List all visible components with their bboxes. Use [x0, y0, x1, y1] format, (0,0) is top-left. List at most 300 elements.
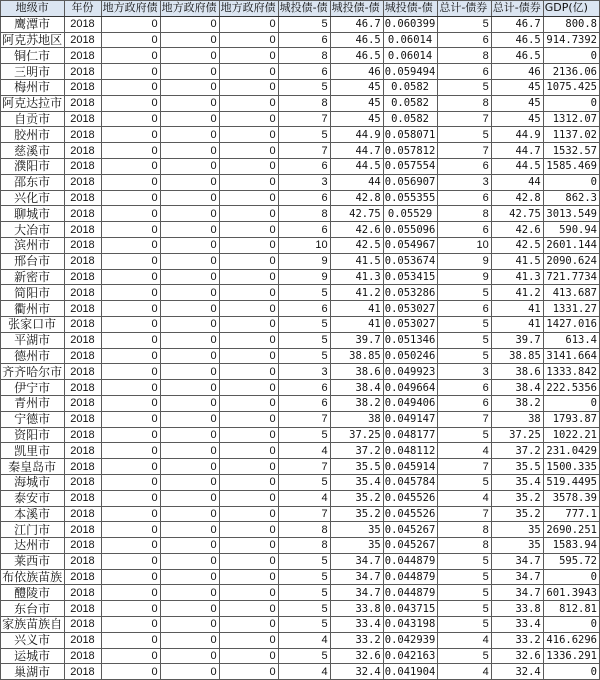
- gdp-cell[interactable]: 519.4495: [543, 474, 599, 490]
- lgfv-count-cell[interactable]: 5: [278, 601, 330, 617]
- total-amount-cell[interactable]: 45: [491, 111, 543, 127]
- city-cell[interactable]: 聊城市: [1, 206, 65, 222]
- gov-bond-cell-3[interactable]: 0: [219, 348, 278, 364]
- gdp-cell[interactable]: 800.8: [543, 16, 599, 32]
- lgfv-amount-cell[interactable]: 35.5: [330, 459, 383, 475]
- total-amount-cell[interactable]: 41.2: [491, 285, 543, 301]
- gov-bond-cell-1[interactable]: 0: [101, 601, 160, 617]
- lgfv-count-cell[interactable]: 8: [278, 95, 330, 111]
- city-cell[interactable]: 东台市: [1, 601, 65, 617]
- city-cell[interactable]: 自贡市: [1, 111, 65, 127]
- lgfv-share-cell[interactable]: 0.059494: [383, 64, 438, 80]
- total-amount-cell[interactable]: 37.2: [491, 443, 543, 459]
- gov-bond-cell-1[interactable]: 0: [101, 16, 160, 32]
- column-header-col-lgfv-count[interactable]: 城投债-债: [278, 1, 330, 17]
- total-count-cell[interactable]: 4: [438, 490, 491, 506]
- lgfv-amount-cell[interactable]: 44: [330, 174, 383, 190]
- gov-bond-cell-2[interactable]: 0: [160, 617, 219, 633]
- lgfv-share-cell[interactable]: 0.05529: [383, 206, 438, 222]
- gdp-cell[interactable]: 595.72: [543, 553, 599, 569]
- lgfv-count-cell[interactable]: 5: [278, 79, 330, 95]
- year-cell[interactable]: 2018: [65, 332, 101, 348]
- gov-bond-cell-1[interactable]: 0: [101, 285, 160, 301]
- gdp-cell[interactable]: 2090.624: [543, 253, 599, 269]
- gov-bond-cell-3[interactable]: 0: [219, 648, 278, 664]
- gdp-cell[interactable]: 1585.469: [543, 158, 599, 174]
- city-cell[interactable]: 慈溪市: [1, 143, 65, 159]
- lgfv-share-cell[interactable]: 0.055096: [383, 222, 438, 238]
- year-cell[interactable]: 2018: [65, 490, 101, 506]
- gov-bond-cell-2[interactable]: 0: [160, 316, 219, 332]
- year-cell[interactable]: 2018: [65, 632, 101, 648]
- total-amount-cell[interactable]: 39.7: [491, 332, 543, 348]
- gdp-cell[interactable]: 1312.07: [543, 111, 599, 127]
- gov-bond-cell-1[interactable]: 0: [101, 490, 160, 506]
- gov-bond-cell-3[interactable]: 0: [219, 395, 278, 411]
- lgfv-amount-cell[interactable]: 41.2: [330, 285, 383, 301]
- lgfv-count-cell[interactable]: 3: [278, 364, 330, 380]
- total-count-cell[interactable]: 6: [438, 32, 491, 48]
- gov-bond-cell-2[interactable]: 0: [160, 158, 219, 174]
- gov-bond-cell-3[interactable]: 0: [219, 411, 278, 427]
- lgfv-share-cell[interactable]: 0.053027: [383, 301, 438, 317]
- gov-bond-cell-3[interactable]: 0: [219, 48, 278, 64]
- gov-bond-cell-3[interactable]: 0: [219, 16, 278, 32]
- lgfv-amount-cell[interactable]: 34.7: [330, 553, 383, 569]
- city-cell[interactable]: 阿克苏地区: [1, 32, 65, 48]
- total-amount-cell[interactable]: 35.2: [491, 490, 543, 506]
- gdp-cell[interactable]: 3141.664: [543, 348, 599, 364]
- gov-bond-cell-1[interactable]: 0: [101, 269, 160, 285]
- lgfv-share-cell[interactable]: 0.049923: [383, 364, 438, 380]
- lgfv-count-cell[interactable]: 6: [278, 64, 330, 80]
- year-cell[interactable]: 2018: [65, 206, 101, 222]
- lgfv-count-cell[interactable]: 5: [278, 427, 330, 443]
- lgfv-amount-cell[interactable]: 46.5: [330, 48, 383, 64]
- city-cell[interactable]: 资阳市: [1, 427, 65, 443]
- year-cell[interactable]: 2018: [65, 143, 101, 159]
- gdp-cell[interactable]: 2601.144: [543, 237, 599, 253]
- gov-bond-cell-1[interactable]: 0: [101, 538, 160, 554]
- gov-bond-cell-2[interactable]: 0: [160, 522, 219, 538]
- lgfv-amount-cell[interactable]: 32.4: [330, 664, 383, 680]
- gov-bond-cell-3[interactable]: 0: [219, 459, 278, 475]
- total-count-cell[interactable]: 7: [438, 506, 491, 522]
- column-header-col-total-amount[interactable]: 总计-债券: [491, 1, 543, 17]
- year-cell[interactable]: 2018: [65, 617, 101, 633]
- year-cell[interactable]: 2018: [65, 111, 101, 127]
- gdp-cell[interactable]: 2136.06: [543, 64, 599, 80]
- city-cell[interactable]: 宁德市: [1, 411, 65, 427]
- gov-bond-cell-1[interactable]: 0: [101, 411, 160, 427]
- total-count-cell[interactable]: 8: [438, 522, 491, 538]
- city-cell[interactable]: 凯里市: [1, 443, 65, 459]
- gov-bond-cell-2[interactable]: 0: [160, 48, 219, 64]
- lgfv-amount-cell[interactable]: 33.2: [330, 632, 383, 648]
- lgfv-share-cell[interactable]: 0.049664: [383, 380, 438, 396]
- lgfv-share-cell[interactable]: 0.049406: [383, 395, 438, 411]
- gdp-cell[interactable]: 0: [543, 95, 599, 111]
- city-cell[interactable]: 秦皇岛市: [1, 459, 65, 475]
- total-amount-cell[interactable]: 46.5: [491, 32, 543, 48]
- total-amount-cell[interactable]: 42.75: [491, 206, 543, 222]
- total-count-cell[interactable]: 5: [438, 474, 491, 490]
- gov-bond-cell-2[interactable]: 0: [160, 585, 219, 601]
- city-cell[interactable]: 江门市: [1, 522, 65, 538]
- lgfv-count-cell[interactable]: 10: [278, 237, 330, 253]
- city-cell[interactable]: 莱西市: [1, 553, 65, 569]
- gov-bond-cell-2[interactable]: 0: [160, 474, 219, 490]
- gov-bond-cell-1[interactable]: 0: [101, 237, 160, 253]
- gov-bond-cell-2[interactable]: 0: [160, 111, 219, 127]
- gov-bond-cell-2[interactable]: 0: [160, 553, 219, 569]
- total-count-cell[interactable]: 3: [438, 364, 491, 380]
- gov-bond-cell-2[interactable]: 0: [160, 253, 219, 269]
- lgfv-share-cell[interactable]: 0.06014: [383, 48, 438, 64]
- total-amount-cell[interactable]: 44.5: [491, 158, 543, 174]
- gov-bond-cell-1[interactable]: 0: [101, 364, 160, 380]
- gov-bond-cell-1[interactable]: 0: [101, 569, 160, 585]
- gov-bond-cell-3[interactable]: 0: [219, 427, 278, 443]
- lgfv-share-cell[interactable]: 0.054967: [383, 237, 438, 253]
- gov-bond-cell-1[interactable]: 0: [101, 664, 160, 680]
- lgfv-count-cell[interactable]: 5: [278, 617, 330, 633]
- gov-bond-cell-2[interactable]: 0: [160, 222, 219, 238]
- city-cell[interactable]: 张家口市: [1, 316, 65, 332]
- lgfv-amount-cell[interactable]: 44.7: [330, 143, 383, 159]
- gdp-cell[interactable]: 231.0429: [543, 443, 599, 459]
- gov-bond-cell-1[interactable]: 0: [101, 348, 160, 364]
- gov-bond-cell-3[interactable]: 0: [219, 32, 278, 48]
- lgfv-count-cell[interactable]: 4: [278, 443, 330, 459]
- gdp-cell[interactable]: 1333.842: [543, 364, 599, 380]
- gov-bond-cell-1[interactable]: 0: [101, 222, 160, 238]
- gdp-cell[interactable]: 1427.016: [543, 316, 599, 332]
- gov-bond-cell-3[interactable]: 0: [219, 664, 278, 680]
- gov-bond-cell-1[interactable]: 0: [101, 443, 160, 459]
- city-cell[interactable]: 布依族苗族: [1, 569, 65, 585]
- lgfv-count-cell[interactable]: 5: [278, 569, 330, 585]
- lgfv-count-cell[interactable]: 5: [278, 348, 330, 364]
- year-cell[interactable]: 2018: [65, 237, 101, 253]
- gdp-cell[interactable]: 0: [543, 174, 599, 190]
- gov-bond-cell-2[interactable]: 0: [160, 664, 219, 680]
- total-amount-cell[interactable]: 38.2: [491, 395, 543, 411]
- gov-bond-cell-2[interactable]: 0: [160, 538, 219, 554]
- lgfv-share-cell[interactable]: 0.045526: [383, 506, 438, 522]
- gdp-cell[interactable]: 1336.291: [543, 648, 599, 664]
- lgfv-share-cell[interactable]: 0.0582: [383, 95, 438, 111]
- lgfv-amount-cell[interactable]: 41.5: [330, 253, 383, 269]
- total-count-cell[interactable]: 5: [438, 348, 491, 364]
- lgfv-count-cell[interactable]: 7: [278, 143, 330, 159]
- total-count-cell[interactable]: 5: [438, 617, 491, 633]
- gov-bond-cell-1[interactable]: 0: [101, 95, 160, 111]
- gov-bond-cell-1[interactable]: 0: [101, 111, 160, 127]
- lgfv-amount-cell[interactable]: 35: [330, 538, 383, 554]
- city-cell[interactable]: 邵东市: [1, 174, 65, 190]
- lgfv-count-cell[interactable]: 4: [278, 490, 330, 506]
- year-cell[interactable]: 2018: [65, 364, 101, 380]
- gov-bond-cell-1[interactable]: 0: [101, 253, 160, 269]
- total-count-cell[interactable]: 9: [438, 269, 491, 285]
- gov-bond-cell-2[interactable]: 0: [160, 648, 219, 664]
- lgfv-share-cell[interactable]: 0.057812: [383, 143, 438, 159]
- total-count-cell[interactable]: 5: [438, 332, 491, 348]
- city-cell[interactable]: 齐齐哈尔市: [1, 364, 65, 380]
- gov-bond-cell-2[interactable]: 0: [160, 601, 219, 617]
- gov-bond-cell-3[interactable]: 0: [219, 301, 278, 317]
- lgfv-amount-cell[interactable]: 35.2: [330, 490, 383, 506]
- lgfv-count-cell[interactable]: 9: [278, 253, 330, 269]
- city-cell[interactable]: 泰安市: [1, 490, 65, 506]
- total-amount-cell[interactable]: 33.4: [491, 617, 543, 633]
- lgfv-share-cell[interactable]: 0.053415: [383, 269, 438, 285]
- lgfv-count-cell[interactable]: 5: [278, 474, 330, 490]
- gov-bond-cell-1[interactable]: 0: [101, 206, 160, 222]
- year-cell[interactable]: 2018: [65, 316, 101, 332]
- year-cell[interactable]: 2018: [65, 79, 101, 95]
- total-amount-cell[interactable]: 35.2: [491, 506, 543, 522]
- gov-bond-cell-3[interactable]: 0: [219, 332, 278, 348]
- gov-bond-cell-3[interactable]: 0: [219, 206, 278, 222]
- lgfv-share-cell[interactable]: 0.045267: [383, 538, 438, 554]
- lgfv-share-cell[interactable]: 0.045267: [383, 522, 438, 538]
- total-count-cell[interactable]: 6: [438, 301, 491, 317]
- total-amount-cell[interactable]: 44.9: [491, 127, 543, 143]
- total-count-cell[interactable]: 7: [438, 111, 491, 127]
- lgfv-amount-cell[interactable]: 38.6: [330, 364, 383, 380]
- gov-bond-cell-3[interactable]: 0: [219, 237, 278, 253]
- gdp-cell[interactable]: 413.687: [543, 285, 599, 301]
- gov-bond-cell-3[interactable]: 0: [219, 443, 278, 459]
- gov-bond-cell-3[interactable]: 0: [219, 474, 278, 490]
- column-header-col-gov-bond-1[interactable]: 地方政府债: [101, 1, 160, 17]
- column-header-col-year[interactable]: 年份: [65, 1, 101, 17]
- gdp-cell[interactable]: 0: [543, 48, 599, 64]
- year-cell[interactable]: 2018: [65, 474, 101, 490]
- column-header-col-lgfv-amount[interactable]: 城投债-债: [330, 1, 383, 17]
- gov-bond-cell-2[interactable]: 0: [160, 427, 219, 443]
- city-cell[interactable]: 鹰潭市: [1, 16, 65, 32]
- year-cell[interactable]: 2018: [65, 222, 101, 238]
- gov-bond-cell-1[interactable]: 0: [101, 32, 160, 48]
- total-count-cell[interactable]: 5: [438, 585, 491, 601]
- city-cell[interactable]: 兴化市: [1, 190, 65, 206]
- gov-bond-cell-1[interactable]: 0: [101, 143, 160, 159]
- year-cell[interactable]: 2018: [65, 585, 101, 601]
- gdp-cell[interactable]: 1331.27: [543, 301, 599, 317]
- lgfv-share-cell[interactable]: 0.043198: [383, 617, 438, 633]
- gdp-cell[interactable]: 1075.425: [543, 79, 599, 95]
- year-cell[interactable]: 2018: [65, 348, 101, 364]
- gov-bond-cell-3[interactable]: 0: [219, 380, 278, 396]
- gov-bond-cell-2[interactable]: 0: [160, 127, 219, 143]
- gov-bond-cell-2[interactable]: 0: [160, 569, 219, 585]
- total-amount-cell[interactable]: 32.6: [491, 648, 543, 664]
- total-count-cell[interactable]: 6: [438, 64, 491, 80]
- city-cell[interactable]: 衢州市: [1, 301, 65, 317]
- gov-bond-cell-3[interactable]: 0: [219, 158, 278, 174]
- lgfv-count-cell[interactable]: 5: [278, 585, 330, 601]
- total-count-cell[interactable]: 8: [438, 95, 491, 111]
- lgfv-count-cell[interactable]: 6: [278, 32, 330, 48]
- total-count-cell[interactable]: 3: [438, 174, 491, 190]
- city-cell[interactable]: 海城市: [1, 474, 65, 490]
- gov-bond-cell-1[interactable]: 0: [101, 158, 160, 174]
- lgfv-amount-cell[interactable]: 33.4: [330, 617, 383, 633]
- lgfv-count-cell[interactable]: 5: [278, 316, 330, 332]
- gov-bond-cell-3[interactable]: 0: [219, 222, 278, 238]
- column-header-col-lgfv-share[interactable]: 城投债-债: [383, 1, 438, 17]
- total-amount-cell[interactable]: 41: [491, 301, 543, 317]
- lgfv-amount-cell[interactable]: 34.7: [330, 569, 383, 585]
- gov-bond-cell-1[interactable]: 0: [101, 48, 160, 64]
- total-amount-cell[interactable]: 38: [491, 411, 543, 427]
- gov-bond-cell-3[interactable]: 0: [219, 95, 278, 111]
- gdp-cell[interactable]: 222.5356: [543, 380, 599, 396]
- total-count-cell[interactable]: 6: [438, 190, 491, 206]
- total-amount-cell[interactable]: 33.2: [491, 632, 543, 648]
- lgfv-count-cell[interactable]: 8: [278, 538, 330, 554]
- total-count-cell[interactable]: 6: [438, 395, 491, 411]
- lgfv-share-cell[interactable]: 0.042163: [383, 648, 438, 664]
- total-count-cell[interactable]: 5: [438, 569, 491, 585]
- total-count-cell[interactable]: 10: [438, 237, 491, 253]
- total-amount-cell[interactable]: 45: [491, 95, 543, 111]
- gdp-cell[interactable]: 601.3943: [543, 585, 599, 601]
- gov-bond-cell-2[interactable]: 0: [160, 301, 219, 317]
- year-cell[interactable]: 2018: [65, 16, 101, 32]
- gdp-cell[interactable]: 0: [543, 664, 599, 680]
- lgfv-amount-cell[interactable]: 38.2: [330, 395, 383, 411]
- lgfv-share-cell[interactable]: 0.045784: [383, 474, 438, 490]
- gov-bond-cell-3[interactable]: 0: [219, 506, 278, 522]
- total-count-cell[interactable]: 9: [438, 253, 491, 269]
- lgfv-amount-cell[interactable]: 41.3: [330, 269, 383, 285]
- gov-bond-cell-2[interactable]: 0: [160, 32, 219, 48]
- year-cell[interactable]: 2018: [65, 253, 101, 269]
- total-amount-cell[interactable]: 42.5: [491, 237, 543, 253]
- lgfv-count-cell[interactable]: 8: [278, 206, 330, 222]
- total-count-cell[interactable]: 5: [438, 648, 491, 664]
- gov-bond-cell-3[interactable]: 0: [219, 585, 278, 601]
- gov-bond-cell-2[interactable]: 0: [160, 190, 219, 206]
- city-cell[interactable]: 濮阳市: [1, 158, 65, 174]
- gov-bond-cell-2[interactable]: 0: [160, 237, 219, 253]
- gov-bond-cell-1[interactable]: 0: [101, 79, 160, 95]
- total-amount-cell[interactable]: 35.5: [491, 459, 543, 475]
- year-cell[interactable]: 2018: [65, 269, 101, 285]
- gov-bond-cell-3[interactable]: 0: [219, 522, 278, 538]
- lgfv-amount-cell[interactable]: 37.25: [330, 427, 383, 443]
- gov-bond-cell-1[interactable]: 0: [101, 648, 160, 664]
- lgfv-amount-cell[interactable]: 41: [330, 301, 383, 317]
- gov-bond-cell-2[interactable]: 0: [160, 332, 219, 348]
- lgfv-amount-cell[interactable]: 46: [330, 64, 383, 80]
- total-amount-cell[interactable]: 41: [491, 316, 543, 332]
- city-cell[interactable]: 新密市: [1, 269, 65, 285]
- gov-bond-cell-2[interactable]: 0: [160, 443, 219, 459]
- gov-bond-cell-3[interactable]: 0: [219, 364, 278, 380]
- year-cell[interactable]: 2018: [65, 285, 101, 301]
- lgfv-amount-cell[interactable]: 38.85: [330, 348, 383, 364]
- lgfv-share-cell[interactable]: 0.049147: [383, 411, 438, 427]
- lgfv-share-cell[interactable]: 0.043715: [383, 601, 438, 617]
- lgfv-amount-cell[interactable]: 35.4: [330, 474, 383, 490]
- gdp-cell[interactable]: 3013.549: [543, 206, 599, 222]
- total-amount-cell[interactable]: 45: [491, 79, 543, 95]
- total-count-cell[interactable]: 4: [438, 632, 491, 648]
- gov-bond-cell-1[interactable]: 0: [101, 316, 160, 332]
- year-cell[interactable]: 2018: [65, 64, 101, 80]
- gov-bond-cell-2[interactable]: 0: [160, 64, 219, 80]
- lgfv-share-cell[interactable]: 0.055355: [383, 190, 438, 206]
- total-count-cell[interactable]: 7: [438, 411, 491, 427]
- gov-bond-cell-3[interactable]: 0: [219, 174, 278, 190]
- lgfv-count-cell[interactable]: 6: [278, 301, 330, 317]
- total-count-cell[interactable]: 7: [438, 459, 491, 475]
- lgfv-amount-cell[interactable]: 45: [330, 95, 383, 111]
- lgfv-share-cell[interactable]: 0.050246: [383, 348, 438, 364]
- gov-bond-cell-1[interactable]: 0: [101, 395, 160, 411]
- gdp-cell[interactable]: 0: [543, 617, 599, 633]
- lgfv-count-cell[interactable]: 4: [278, 664, 330, 680]
- year-cell[interactable]: 2018: [65, 411, 101, 427]
- lgfv-share-cell[interactable]: 0.053674: [383, 253, 438, 269]
- city-cell[interactable]: 本溪市: [1, 506, 65, 522]
- gov-bond-cell-2[interactable]: 0: [160, 459, 219, 475]
- gdp-cell[interactable]: 2690.251: [543, 522, 599, 538]
- lgfv-amount-cell[interactable]: 38: [330, 411, 383, 427]
- lgfv-count-cell[interactable]: 7: [278, 459, 330, 475]
- gov-bond-cell-1[interactable]: 0: [101, 506, 160, 522]
- gov-bond-cell-3[interactable]: 0: [219, 64, 278, 80]
- lgfv-count-cell[interactable]: 5: [278, 332, 330, 348]
- gov-bond-cell-3[interactable]: 0: [219, 190, 278, 206]
- lgfv-count-cell[interactable]: 5: [278, 127, 330, 143]
- gov-bond-cell-2[interactable]: 0: [160, 95, 219, 111]
- gdp-cell[interactable]: 721.7734: [543, 269, 599, 285]
- city-cell[interactable]: 阿克达拉市: [1, 95, 65, 111]
- total-count-cell[interactable]: 5: [438, 285, 491, 301]
- lgfv-amount-cell[interactable]: 38.4: [330, 380, 383, 396]
- total-count-cell[interactable]: 6: [438, 158, 491, 174]
- lgfv-count-cell[interactable]: 5: [278, 553, 330, 569]
- gov-bond-cell-1[interactable]: 0: [101, 617, 160, 633]
- gdp-cell[interactable]: 613.4: [543, 332, 599, 348]
- lgfv-share-cell[interactable]: 0.0582: [383, 111, 438, 127]
- total-amount-cell[interactable]: 35.4: [491, 474, 543, 490]
- gov-bond-cell-3[interactable]: 0: [219, 127, 278, 143]
- year-cell[interactable]: 2018: [65, 569, 101, 585]
- gov-bond-cell-1[interactable]: 0: [101, 190, 160, 206]
- lgfv-share-cell[interactable]: 0.057554: [383, 158, 438, 174]
- gov-bond-cell-2[interactable]: 0: [160, 285, 219, 301]
- year-cell[interactable]: 2018: [65, 648, 101, 664]
- lgfv-share-cell[interactable]: 0.051346: [383, 332, 438, 348]
- lgfv-amount-cell[interactable]: 39.7: [330, 332, 383, 348]
- lgfv-amount-cell[interactable]: 44.5: [330, 158, 383, 174]
- total-count-cell[interactable]: 6: [438, 380, 491, 396]
- lgfv-share-cell[interactable]: 0.042939: [383, 632, 438, 648]
- total-count-cell[interactable]: 4: [438, 443, 491, 459]
- column-header-col-gdp[interactable]: GDP(亿): [543, 1, 599, 17]
- gov-bond-cell-3[interactable]: 0: [219, 79, 278, 95]
- total-amount-cell[interactable]: 34.7: [491, 585, 543, 601]
- city-cell[interactable]: 兴义市: [1, 632, 65, 648]
- gov-bond-cell-1[interactable]: 0: [101, 522, 160, 538]
